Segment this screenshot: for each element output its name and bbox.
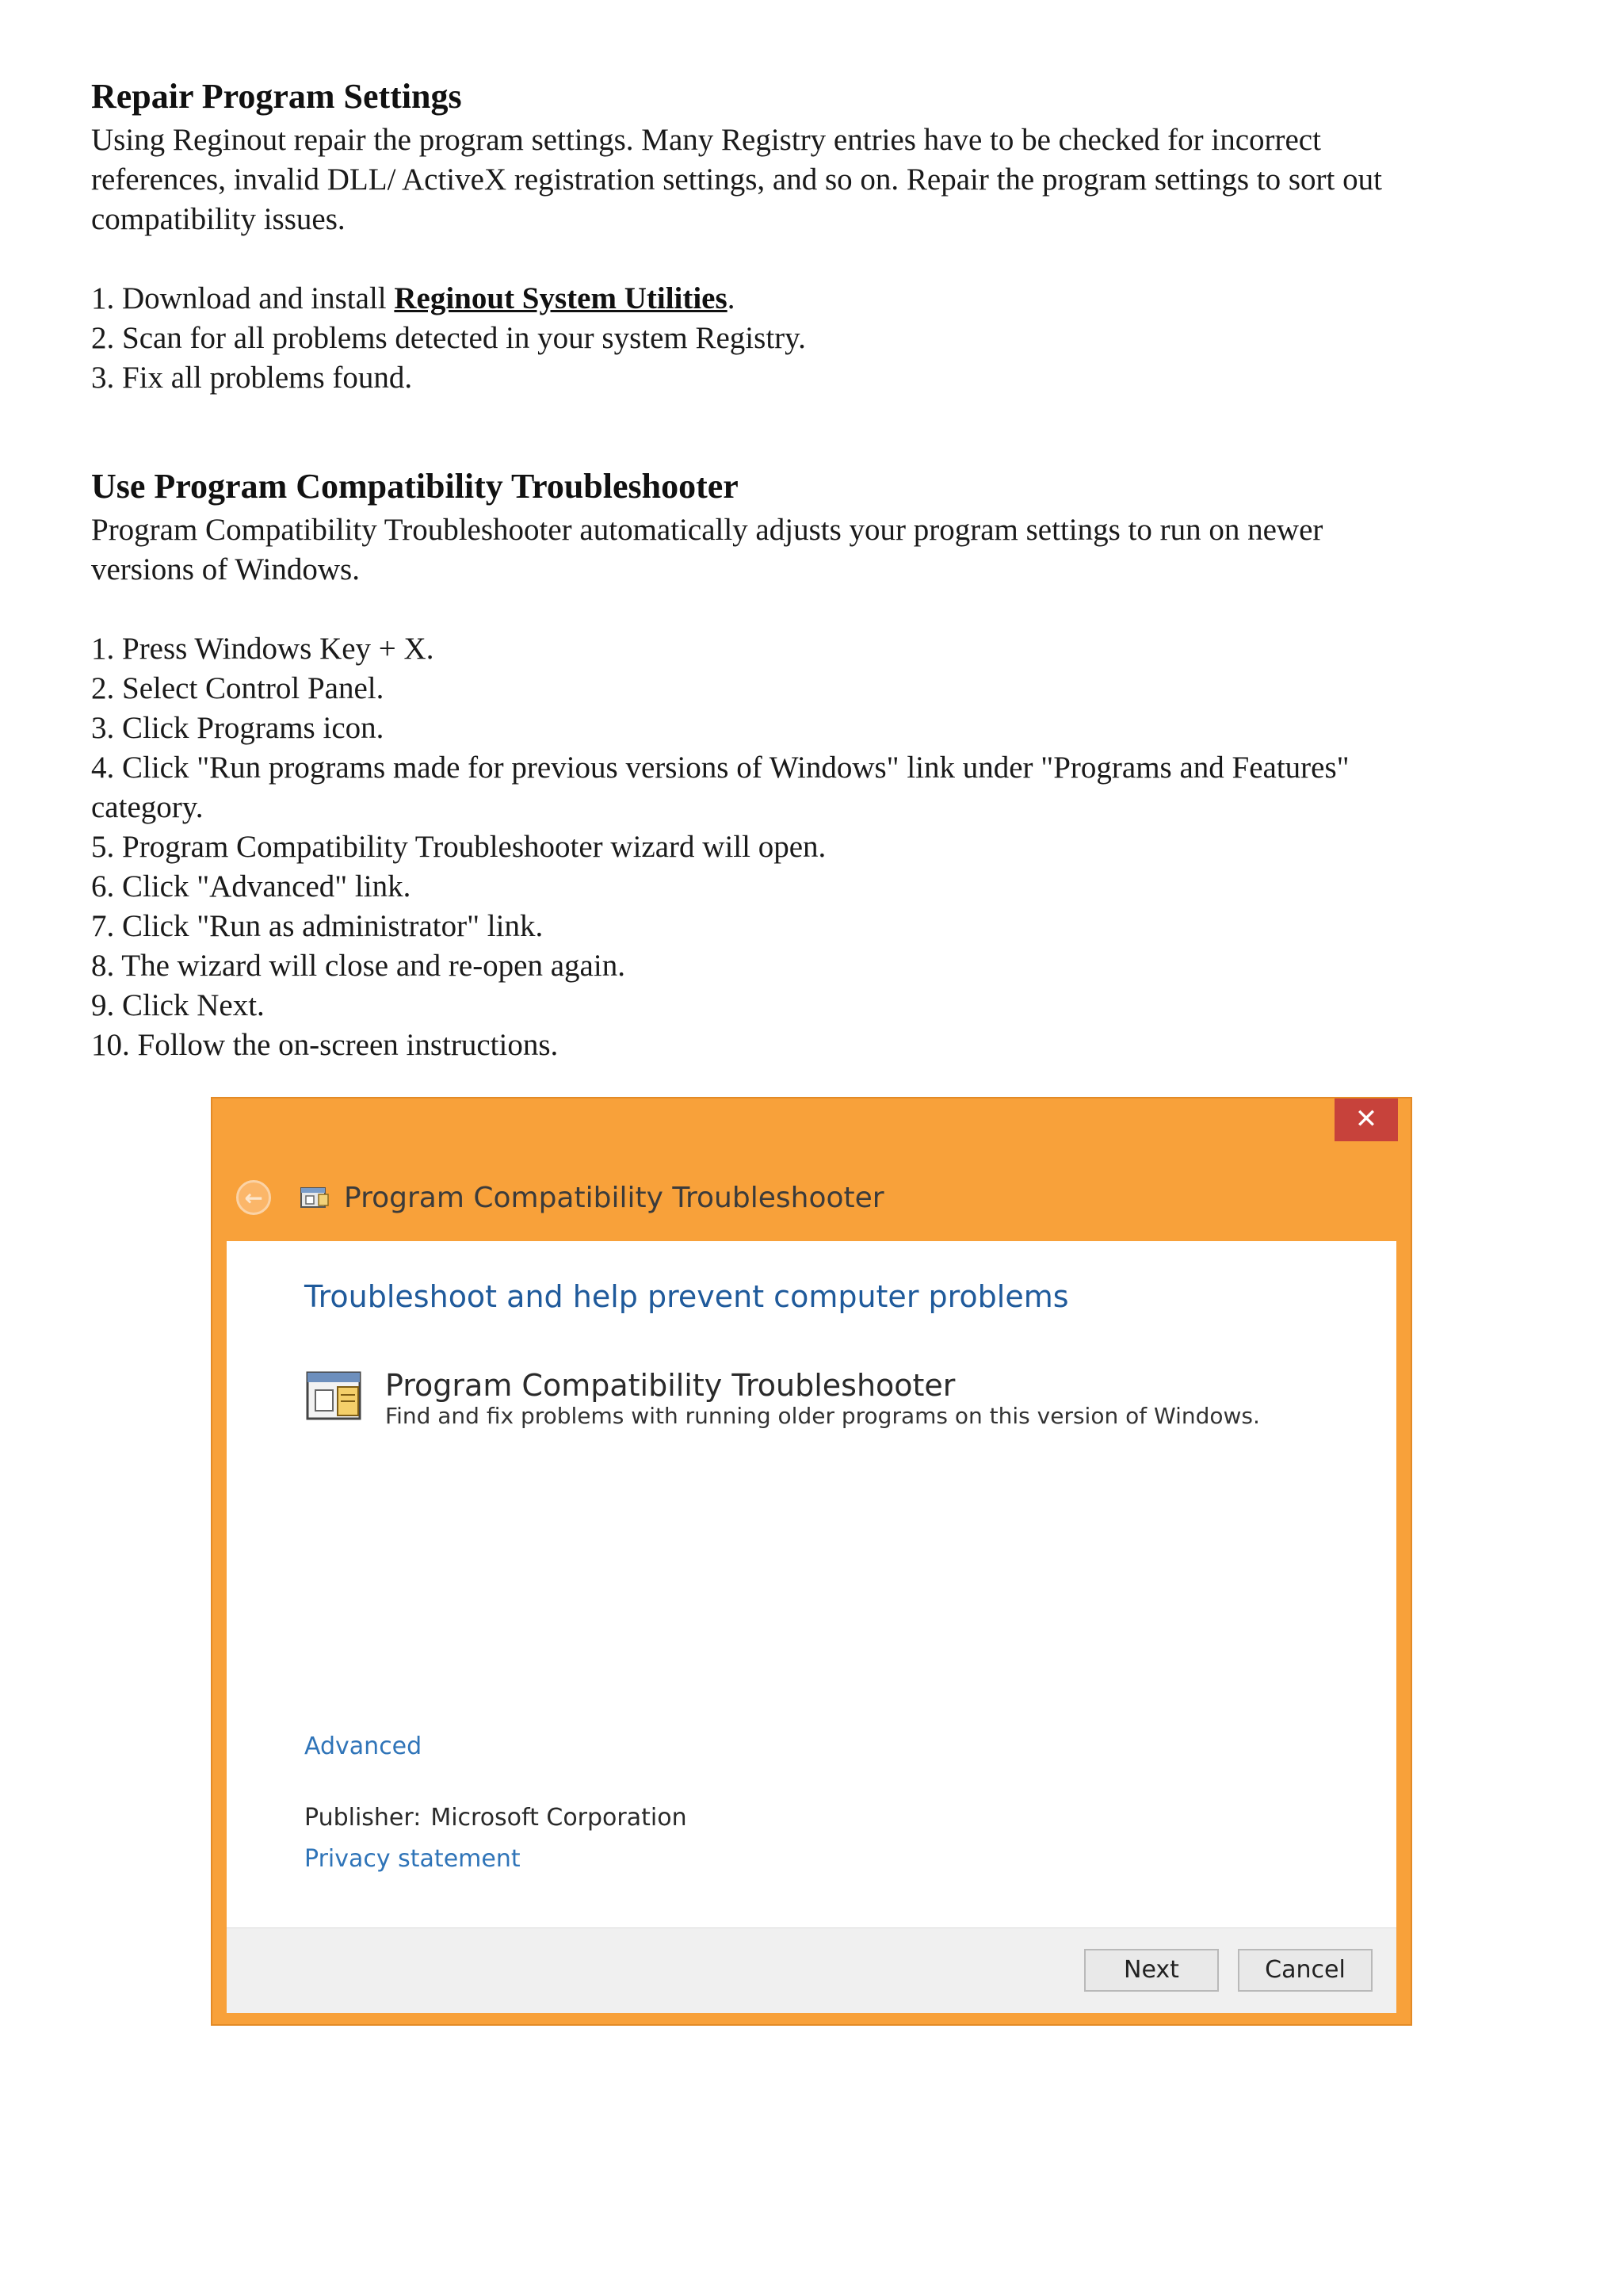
dialog-footer (227, 1927, 1396, 2013)
next-button[interactable]: Next (1084, 1949, 1219, 1992)
cancel-button[interactable]: Cancel (1238, 1949, 1373, 1992)
publisher-value: Microsoft Corporation (430, 1804, 687, 1832)
document-body (91, 73, 1518, 1065)
reginout-utilities-link[interactable]: Reginout System Utilities (394, 281, 727, 315)
step-item: 2. Select Control Panel. (91, 671, 384, 705)
step-item: 3. Click Programs icon. (91, 711, 384, 745)
troubleshooter-app-icon (300, 1185, 331, 1210)
publisher-label: Publisher: (304, 1804, 422, 1832)
dialog-heading: Troubleshoot and help prevent computer problems (304, 1279, 1069, 1314)
step-item: 6. Click "Advanced" link. (91, 869, 411, 904)
section-heading-repair: Repair Program Settings (91, 77, 462, 116)
paragraph-line: Using Reginout repair the program settings. Many Registry entries have to be checked for incorrect (91, 123, 1321, 157)
troubleshooter-dialog (211, 1097, 1412, 2026)
tool-title: Program Compatibility Troubleshooter (385, 1368, 956, 1403)
section-heading-troubleshooter: Use Program Compatibility Troubleshooter (91, 467, 739, 506)
step-item: 1. Press Windows Key + X. (91, 632, 434, 666)
step-item: 10. Follow the on-screen instructions. (91, 1028, 559, 1062)
back-button[interactable]: ← (236, 1180, 271, 1215)
step-item (91, 279, 1518, 319)
step-item: 8. The wizard will close and re-open again. (91, 949, 625, 983)
step-item: 3. Fix all problems found. (91, 361, 413, 395)
paragraph-line: compatibility issues. (91, 202, 346, 236)
privacy-statement-link[interactable]: Privacy statement (304, 1845, 521, 1873)
troubleshooter-entry[interactable] (304, 1368, 1260, 1430)
tool-description: Find and fix problems with running older programs on this version of Windows. (385, 1403, 1260, 1429)
step-suffix: . (727, 281, 735, 315)
step-item: category. (91, 790, 204, 824)
step-prefix: 1. Download and install (91, 281, 395, 315)
close-button[interactable]: ✕ (1335, 1098, 1398, 1141)
dialog-content (227, 1241, 1396, 1927)
paragraph-line: Program Compatibility Troubleshooter automatically adjusts your program settings to run on newer (91, 513, 1323, 547)
compatibility-window-icon (304, 1368, 366, 1425)
advanced-link[interactable]: Advanced (304, 1733, 422, 1760)
step-item: 5. Program Compatibility Troubleshooter wizard will open. (91, 830, 827, 864)
step-item: 7. Click "Run as administrator" link. (91, 909, 544, 943)
dialog-title-bar (236, 1174, 884, 1221)
paragraph-line: references, invalid DLL/ ActiveX registration settings, and so on. Repair the program settings to sort out (91, 162, 1382, 197)
dialog-title: Program Compatibility Troubleshooter (344, 1181, 884, 1214)
step-item: 4. Click "Run programs made for previous versions of Windows" link under "Programs and Features" (91, 751, 1350, 785)
step-item: 2. Scan for all problems detected in your system Registry. (91, 321, 806, 355)
paragraph-line: versions of Windows. (91, 552, 360, 586)
step-item: 9. Click Next. (91, 988, 265, 1022)
publisher-info (304, 1804, 687, 1832)
